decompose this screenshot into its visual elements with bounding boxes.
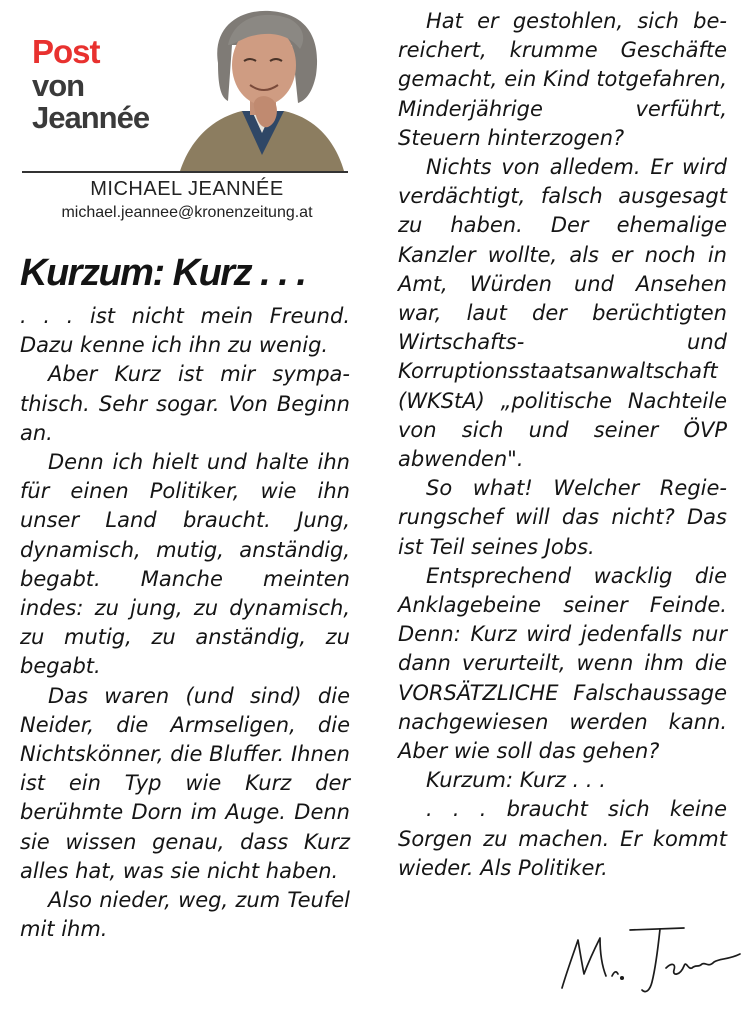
- paragraph: Hat er gestohlen, sich bereichert, krumme Geschäfte gemacht, ein Kind totgefahren, Minderjährige verführt, Steuern hinterzogen?: [398, 9, 727, 150]
- paragraph: Kurzum: Kurz . . .: [426, 768, 606, 793]
- paragraph: Denn ich hielt und halte ihn für einen Politiker, wie ihn unser Land braucht. Jung, dynamisch, mutig, anständig, begabt. Manche meinten indes: zu jung, zu dynamisch, zu mutig, zu anständig, zu begabt.: [20, 450, 350, 679]
- column-header: [22, 5, 348, 171]
- paragraph: . . . ist nicht mein Freund. Dazu kenne ich ihn zu wenig.: [20, 304, 350, 358]
- article-headline: Kurzum: Kurz . . .: [20, 252, 306, 294]
- article-left-column: [20, 302, 350, 944]
- handwritten-signature: [556, 918, 746, 996]
- author-name: MICHAEL JEANNÉE: [90, 178, 284, 200]
- header-divider: [22, 171, 348, 173]
- paragraph: Also nieder, weg, zum Teufel mit ihm.: [20, 888, 350, 942]
- paragraph: Das waren (und sind) die Neider, die Armseligen, die Nichtskönner, die Bluffer. Ihnen ist ein Typ wie Kurz der berühmte Dorn im Auge. Denn sie wissen genau, dass Kurz alles hat, was sie nicht haben.: [20, 683, 350, 883]
- paragraph: Entsprechend wacklig die Anklagebeine seiner Feinde. Denn: Kurz wird jedenfalls nur dann verurteilt, wenn ihm die VORSÄTZLICHE Falschaussage nachgewiesen werden kann. Aber wie soll das gehen?: [398, 563, 727, 764]
- logo-word-jeannee: Jeannée: [32, 100, 150, 136]
- paragraph: . . . braucht sich keine Sorgen zu machen. Er kommt wieder. Als Politiker.: [398, 797, 727, 880]
- paragraph: So what! Welcher Regierungschef will das nicht? Das ist Teil seines Jobs.: [398, 476, 727, 559]
- author-photo: [172, 5, 348, 171]
- paragraph: Aber Kurz ist mir sympathisch. Sehr sogar. Von Beginn an.: [20, 362, 350, 445]
- paragraph: Nichts von alledem. Er wird verdächtigt, falsch ausgesagt zu haben. Der ehemalige Kanzler wollte, als er noch in Amt, Würden und Ansehen war, laut der berüchtigten Wirtschafts- und Korruptionsstaatsanwaltschaft (WKStA) „politische Nachteile von sich und seiner ÖVP abwenden".: [398, 155, 727, 472]
- column-logo: [32, 35, 149, 135]
- logo-word-von: von: [32, 67, 85, 103]
- author-email: michael.jeannee@kronenzeitung.at: [61, 204, 313, 221]
- logo-word-post: Post: [32, 33, 100, 70]
- article-right-column: [398, 7, 727, 883]
